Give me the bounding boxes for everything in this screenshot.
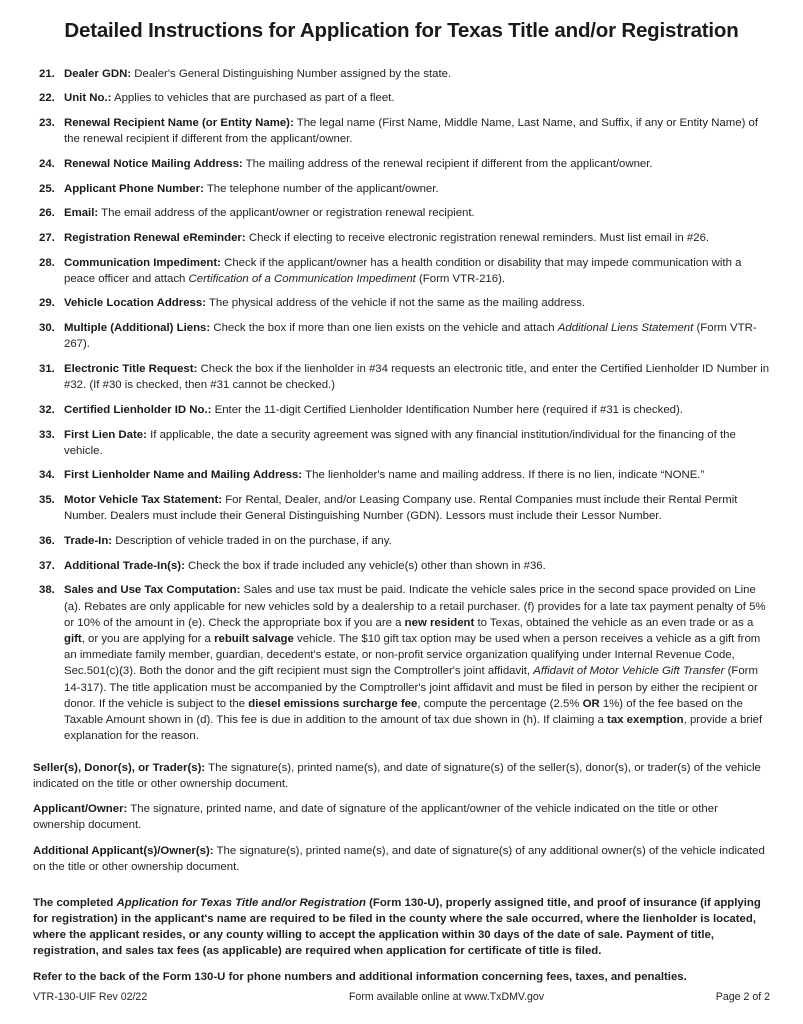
section-spacer <box>33 753 770 760</box>
item-number: 37. <box>39 559 55 572</box>
block-term: Applicant/Owner <box>33 803 124 816</box>
instruction-item-26 <box>33 205 770 221</box>
instruction-item-23 <box>33 115 770 147</box>
item-body: Check the box if the lienholder in #34 requests an electronic title, and enter the Certified Lienholder ID Number in #32. (If #30 is checked, then #31 cannot be checked.) <box>64 363 770 392</box>
block-term: Seller(s), Donor(s), or Trader(s) <box>33 761 202 774</box>
item-text <box>64 467 770 483</box>
item-term: Multiple (Additional) Liens: <box>64 322 211 335</box>
item-term: Trade-In: <box>64 535 113 548</box>
instruction-item-34 <box>33 467 770 483</box>
item-number: 38. <box>39 584 55 597</box>
item-body: If applicable, the date a security agreement was signed with any financial institution/individual for the financing of the vehicle. <box>64 428 736 457</box>
item-body-7: 1%) of the fee based on the Taxable Amount shown in (d). This fee is due in addition to the amount of tax due shown in (h). If claiming a <box>64 697 743 726</box>
referenced-form-name: Application for Texas Title and/or Registration <box>116 896 366 909</box>
item-body-pre: Check if the applicant/owner has a health condition or disability that may impede communication with a peace officer and attach <box>64 256 742 285</box>
block-body: The signature(s), printed name(s), and date of signature(s) of any additional owner(s) of the vehicle indicated on the title or other ownership document. <box>33 844 765 873</box>
referenced-form-name: Additional Liens Statement <box>557 322 694 335</box>
item-number: 28. <box>39 256 55 269</box>
item-body: The physical address of the vehicle if not the same as the mailing address. <box>206 297 586 310</box>
item-text <box>64 402 770 418</box>
item-body: The email address of the applicant/owner or registration renewal recipient. <box>98 207 475 220</box>
item-body-post: (Form VTR-267). <box>64 322 757 351</box>
item-term: Electronic Title Request <box>64 363 194 376</box>
instruction-item-31 <box>33 361 770 393</box>
item-number: 22. <box>39 92 55 105</box>
block-sep: : <box>123 803 128 816</box>
item-text <box>64 181 770 197</box>
item-body: Description of vehicle traded in on the purchase, if any. <box>112 535 392 548</box>
item-text <box>64 582 770 744</box>
signature-block-sellers <box>33 760 770 792</box>
item-number: 34. <box>39 469 55 482</box>
item-body: The mailing address of the renewal recipient if different from the applicant/owner. <box>242 157 653 170</box>
instruction-item-37 <box>33 558 770 574</box>
closing-post: (Form 130-U), properly assigned title, and proof of insurance (if applying for registration) in the applicant's name are required to be filed in the county where the sale occurred, where the lienholder is located, where the applicant resides, or any county willing to accept the application within 30 days of the date of sale. Payment of title, registration, and sales tax fees (as applicable) are required when application for certificate of title is filed. <box>33 896 761 958</box>
emphasis-or: OR <box>582 697 600 710</box>
item-sep: : <box>289 116 294 129</box>
item-number: 32. <box>39 403 55 416</box>
block-sep: : <box>201 761 206 774</box>
item-sep: : <box>217 256 221 269</box>
instruction-item-29 <box>33 295 770 311</box>
instruction-item-35 <box>33 492 770 524</box>
emphasis-new-resident: new resident <box>404 616 475 629</box>
form-revision-id: VTR-130-UIF Rev 02/22 <box>33 991 148 1003</box>
item-term: Renewal Recipient Name (or Entity Name) <box>64 116 290 129</box>
emphasis-gift: gift <box>64 632 82 645</box>
item-term: Dealer GDN <box>64 67 128 80</box>
block-term: Additional Applicant(s)/Owner(s) <box>33 844 210 857</box>
referenced-form-name: Affidavit of Motor Vehicle Gift Transfer <box>533 665 725 678</box>
item-body: Check if electing to receive electronic registration renewal reminders. Must list email in #26. <box>245 231 710 244</box>
item-text <box>64 320 770 352</box>
item-number: 23. <box>39 116 55 129</box>
item-number: 36. <box>39 535 55 548</box>
page-footer <box>0 991 803 1003</box>
emphasis-diesel-surcharge: diesel emissions surcharge fee <box>248 697 418 710</box>
item-term: First Lienholder Name and Mailing Address: <box>64 469 303 482</box>
item-sep: : <box>193 363 198 376</box>
item-term: Registration Renewal eReminder: <box>64 231 246 244</box>
referenced-form-name: Certification of a Communication Impediment <box>188 272 416 285</box>
item-sep: : <box>236 584 241 597</box>
item-term: Additional Trade-In(s) <box>64 559 182 572</box>
item-body-8: , provide a brief explanation for the reason. <box>64 713 763 743</box>
item-sep: : <box>202 297 207 310</box>
instruction-item-33 <box>33 427 770 459</box>
item-number: 24. <box>39 157 55 170</box>
block-body: The signature, printed name, and date of signature of the applicant/owner of the vehicle indicated on the title or other ownership document. <box>33 803 718 832</box>
item-text <box>64 90 770 106</box>
item-text <box>64 361 770 393</box>
item-term: Communication Impediment <box>64 256 218 269</box>
item-body-1: Sales and use tax must be paid. Indicate the vehicle sales price in the second space provided on Line (a). Rebates are only applicable for new vehicles sold by a dealership to a retail purchaser. (f) provides for a late tax payment penalty of 5% or 10% of the amount in (e). Check the appropriate box if you are a <box>64 584 766 629</box>
item-body: The telephone number of the applicant/owner. <box>203 182 439 195</box>
emphasis-tax-exemption: tax exemption <box>607 713 684 726</box>
item-term: Sales and Use Tax Computation <box>64 584 237 597</box>
item-text <box>64 533 770 549</box>
item-sep: : <box>107 92 112 105</box>
item-text <box>64 156 770 172</box>
item-term: Email <box>64 207 95 220</box>
item-number: 27. <box>39 231 55 244</box>
item-number: 30. <box>39 322 55 335</box>
instruction-item-25 <box>33 181 770 197</box>
document-body <box>0 66 803 985</box>
item-body: Check the box if trade included any vehicle(s) other than shown in #36. <box>184 559 546 572</box>
item-body: The lienholder's name and mailing address. If there is no lien, indicate “NONE.” <box>302 469 705 482</box>
item-sep: : <box>181 559 185 572</box>
item-text <box>64 230 770 246</box>
emphasis-rebuilt-salvage: rebuilt salvage <box>214 632 294 645</box>
instruction-item-24 <box>33 156 770 172</box>
item-body-5: (Form 14-317). The title application must be accompanied by the Comptroller's joint affidavit and must be filed in person by either the recipient or donor. If the vehicle is subject to the <box>64 665 758 710</box>
item-number: 33. <box>39 428 55 441</box>
item-text <box>64 66 770 82</box>
instruction-item-28 <box>33 255 770 287</box>
item-body: Dealer's General Distinguishing Number assigned by the state. <box>131 67 452 80</box>
closing-pre: The completed <box>33 896 117 909</box>
instruction-item-22 <box>33 90 770 106</box>
item-body-3: , or you are applying for a <box>81 632 215 645</box>
item-body: Enter the 11-digit Certified Lienholder Identification Number here (required if #31 is checked). <box>211 403 683 416</box>
block-sep: : <box>209 844 214 857</box>
block-body: The signature(s), printed name(s), and date of signature(s) of the seller(s), donor(s), or trader(s) of the vehicle indicated on the title or other ownership document. <box>33 761 761 790</box>
instruction-item-21 <box>33 66 770 82</box>
page-title: Detailed Instructions for Application for Texas Title and/or Registration <box>64 19 739 42</box>
form-online-note: Form available online at www.TxDMV.gov <box>348 991 545 1003</box>
closing-filing-requirements <box>33 895 770 960</box>
instruction-item-36 <box>33 533 770 549</box>
closing-refer-note: Refer to the back of the Form 130-U for phone numbers and additional information concerning fees, taxes, and penalties. <box>33 970 687 983</box>
item-body: For Rental, Dealer, and/or Leasing Company use. Rental Companies must include their Rental Permit Number. Dealers must include their General Distinguishing Number (GDN). Lessors must include their Lessor Number. <box>64 494 738 523</box>
item-body-2: to Texas, obtained the vehicle as an even trade or as a <box>474 616 754 629</box>
item-term: First Lien Date: <box>64 428 147 441</box>
signature-block-additional-applicants <box>33 843 770 875</box>
item-text <box>64 115 770 147</box>
item-term: Motor Vehicle Tax Statement: <box>64 494 223 507</box>
item-sep: : <box>238 157 243 170</box>
item-body-pre: Check the box if more than one lien exists on the vehicle and attach <box>210 322 558 335</box>
item-term: Applicant Phone Number: <box>64 182 204 195</box>
item-number: 21. <box>39 67 55 80</box>
instruction-item-27 <box>33 230 770 246</box>
page-number: Page 2 of 2 <box>715 991 770 1003</box>
item-number: 25. <box>39 182 55 195</box>
item-text <box>64 295 770 311</box>
instruction-item-32 <box>33 402 770 418</box>
item-term: Certified Lienholder ID No.: <box>64 403 212 416</box>
item-text <box>64 427 770 459</box>
item-body-6: , compute the percentage (2.5% <box>417 697 583 710</box>
item-text <box>64 492 770 524</box>
item-number: 35. <box>39 494 55 507</box>
instruction-item-38 <box>33 582 770 744</box>
item-number: 26. <box>39 207 55 220</box>
item-term: Vehicle Location Address <box>64 297 203 310</box>
item-sep: : <box>127 67 132 80</box>
item-term: Renewal Notice Mailing Address <box>64 157 239 170</box>
item-body-post: (Form VTR-216). <box>415 272 506 285</box>
item-sep: : <box>94 207 99 220</box>
item-term: Unit No. <box>64 92 108 105</box>
item-body: Applies to vehicles that are purchased as part of a fleet. <box>111 92 395 105</box>
item-text <box>64 255 770 287</box>
item-number: 29. <box>39 297 55 310</box>
item-text <box>64 205 770 221</box>
section-spacer <box>33 884 770 895</box>
item-number: 31. <box>39 363 55 376</box>
item-body: The legal name (First Name, Middle Name, Last Name, and Suffix, if any or Entity Name) of the renewal recipient if different from the applicant/owner. <box>64 116 759 146</box>
instruction-item-30 <box>33 320 770 352</box>
signature-block-applicant-owner <box>33 801 770 833</box>
item-text <box>64 558 770 574</box>
item-body-4: vehicle. The $10 gift tax option may be used when a person receives a vehicle as a gift from an immediate family member, guardian, decedent's estate, or non-profit service organization qualifying under Internal Revenue Code, Sec.501(c)(3). Both the donor and the gift recipient must sign the Comptroller's joint affidavit, <box>64 632 761 678</box>
